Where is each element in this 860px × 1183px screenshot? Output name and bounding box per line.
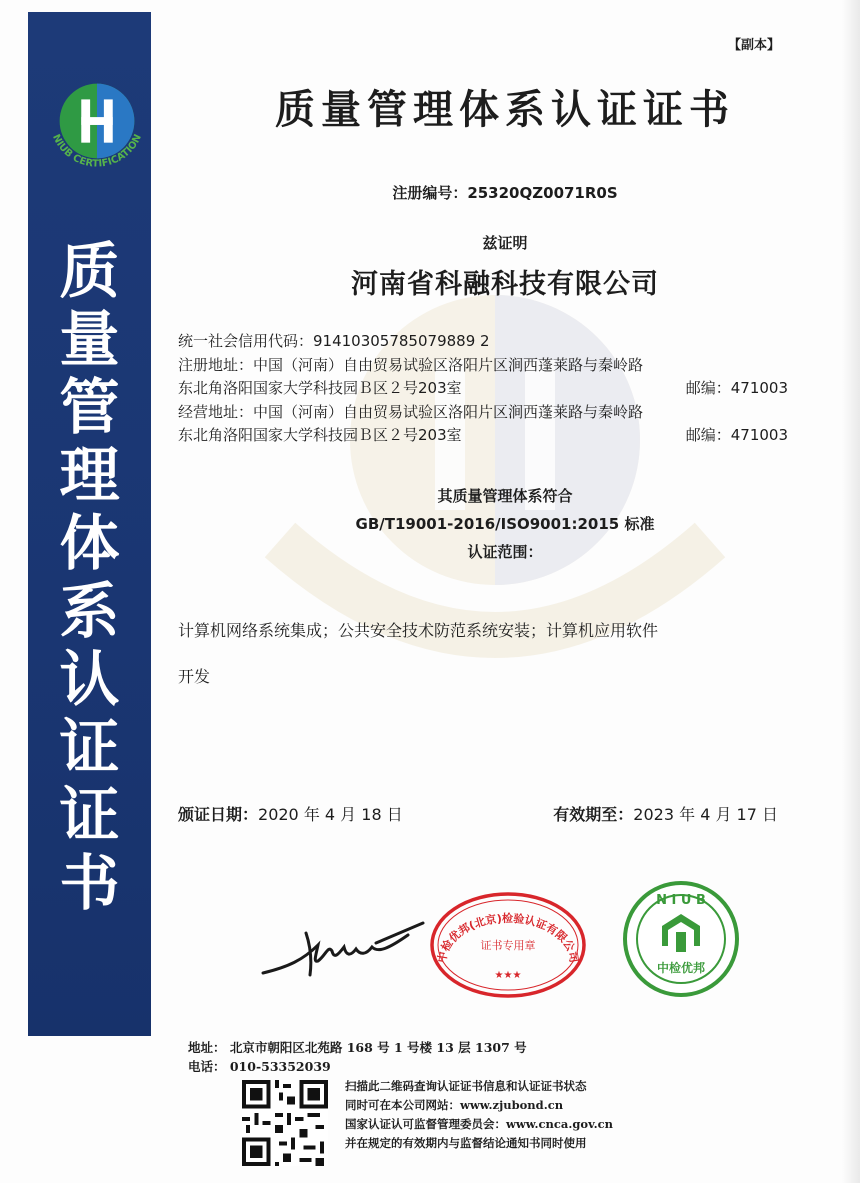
reg-address-line2: 东北角洛阳国家大学科技园Ｂ区２号203室 [178,379,462,397]
contact-block [188,1038,527,1076]
reg-postcode: 邮编：471003 [685,379,788,397]
op-address-line1: 经营地址：中国（河南）自由贸易试验区洛阳片区涧西蓬莱路与秦岭路 [178,402,644,421]
qr-code-icon [242,1080,328,1166]
op-postcode: 邮编：471003 [685,426,788,444]
copy-tag: 【副本】 [727,38,780,53]
company-info [178,330,788,448]
conformity-standard: GB/T19001-2016/ISO9001:2015 标准 [355,515,655,533]
scope-label: 认证范围： [467,543,543,561]
company-address: 地址： 北京市朝阳区北苑路 168 号 1 号楼 13 层 1307 号 [188,1040,527,1055]
issue-date-value: 2020 年 4 月 18 日 [258,805,403,824]
scope-line2: 开发 [178,667,211,686]
scope-line1: 计算机网络系统集成；公共安全技术防范系统安装；计算机应用软件 [178,621,659,640]
page-title: 质量管理体系认证证书 [275,87,735,133]
scope-text [178,608,778,700]
vertical-title-char: 体 [59,509,120,579]
verification-notes [345,1077,613,1153]
seal-ring-text: 中检优邦(北京)检验认证有限公司 [435,911,581,964]
niub-logo-icon [38,64,156,182]
svg-text:中检优邦(北京)检验认证有限公司 [435,911,582,964]
op-address-line2: 东北角洛阳国家大学科技园Ｂ区２号203室 [178,426,462,444]
badge-top-text: N I U B [656,893,706,908]
company-phone: 电话： 010-53352039 [188,1059,331,1074]
conformity-line1: 其质量管理体系符合 [437,487,573,505]
expiry-date-value: 2023 年 4 月 17 日 [633,805,778,824]
signature-icon [258,915,428,985]
vertical-title [28,238,151,918]
svg-text:★★★: ★★★ [494,970,522,981]
credit-code: 统一社会信用代码：91410305785079889 2 [178,332,490,350]
logo-text: NIUB CERTIFICATION [50,132,144,170]
note-line3: 国家认证认可监督管理委员会：www.cnca.gov.cn [345,1117,613,1131]
reg-address-line1: 注册地址：中国（河南）自由贸易试验区洛阳片区涧西蓬莱路与秦岭路 [178,355,644,374]
registration-number: 注册编号：25320QZ0071R0S [392,184,618,202]
vertical-title-char: 认 [59,645,120,715]
issue-date-label: 颁证日期： [178,805,259,824]
red-seal-icon [428,890,588,1000]
vertical-title-char: 书 [59,849,120,919]
vertical-title-char: 理 [59,441,120,511]
vertical-title-char: 证 [59,713,120,783]
seal-center-text: 证书专用章 [480,939,536,952]
vertical-title-char: 量 [59,305,120,375]
dates-row [178,802,778,825]
vertical-title-char: 管 [59,373,120,443]
hereby-text: 兹证明 [482,234,528,252]
expiry-date-label: 有效期至： [553,805,634,824]
vertical-title-char: 系 [59,577,120,647]
note-line4: 并在规定的有效期内与监督结论通知书同时使用 [345,1136,587,1150]
conformity-block [150,482,860,566]
vertical-title-char: 证 [59,781,120,851]
company-name: 河南省科融科技有限公司 [351,269,659,300]
vertical-title-char: 质 [59,237,120,307]
note-line2: 同时可在本公司网站：www.zjubond.cn [345,1098,564,1112]
niub-badge-icon [622,880,740,998]
badge-bottom-text: 中检优邦 [656,961,706,975]
note-line1: 扫描此二维码查询认证证书信息和认证证书状态 [345,1079,587,1093]
page-edge [842,0,860,1183]
